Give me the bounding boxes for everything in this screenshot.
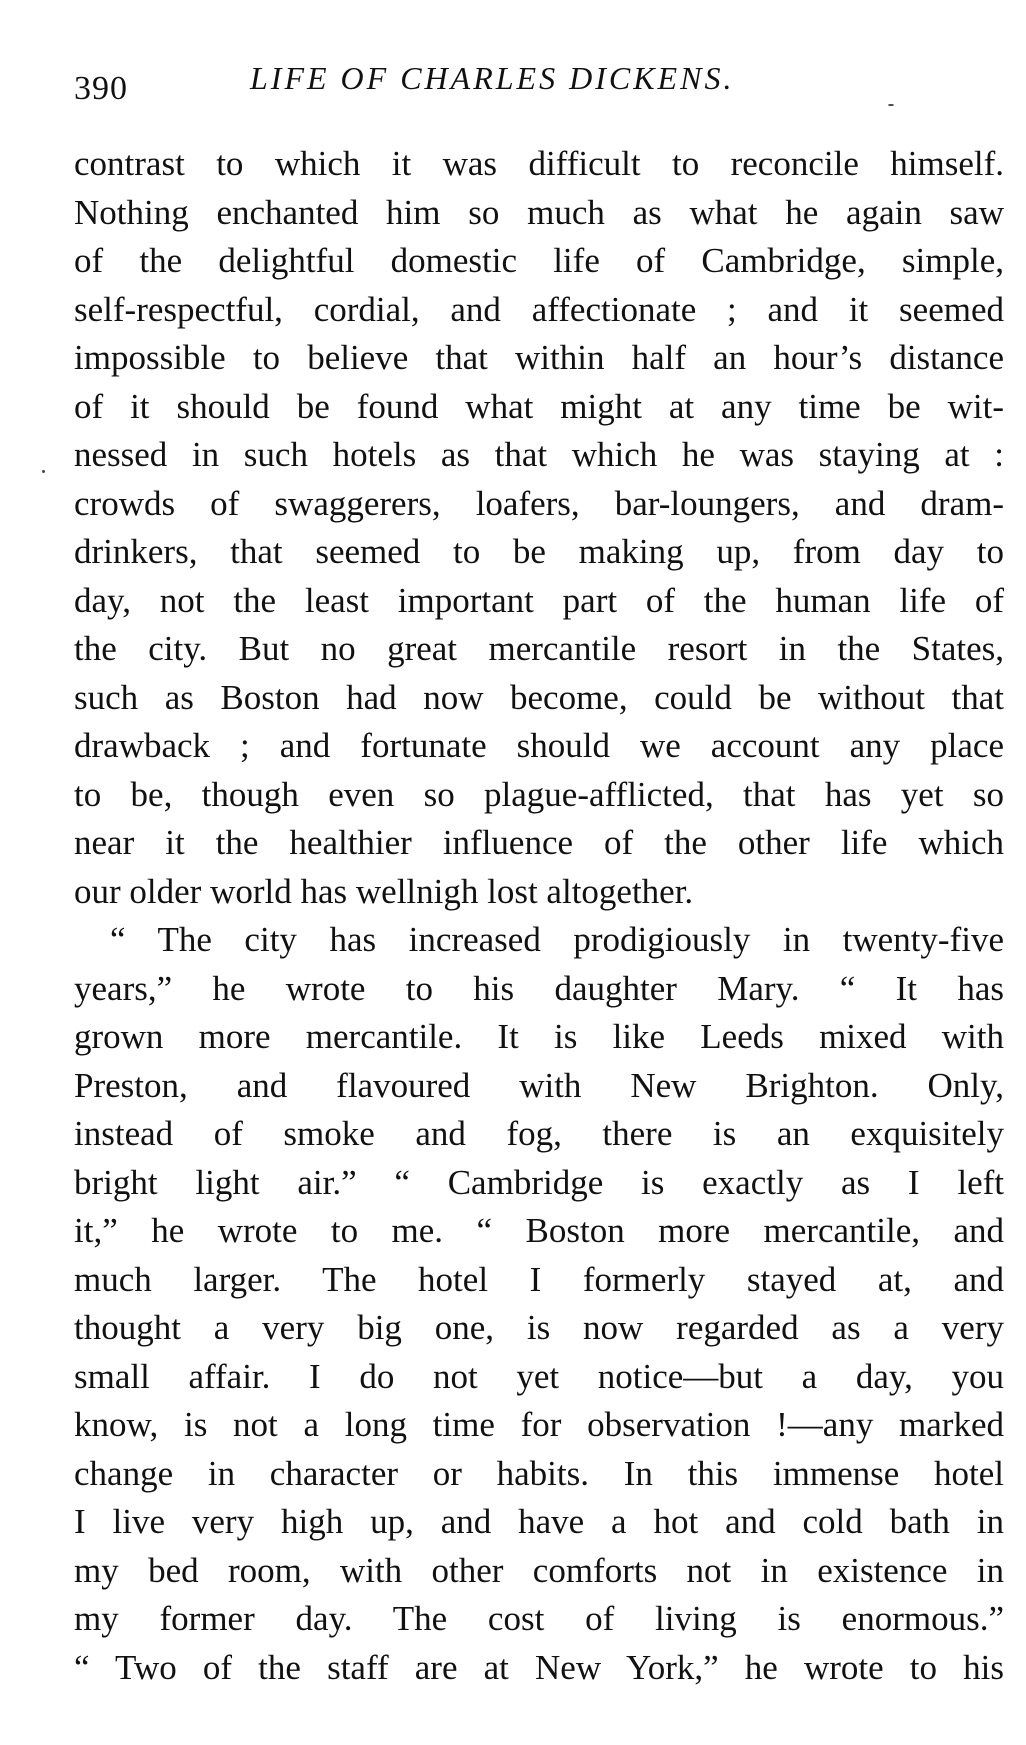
text-line: “ The city has increased prodigiously in twenty-five (110, 920, 1004, 959)
text-line: bright light air.” “ Cambridge is exactly as I left (74, 1162, 1004, 1202)
text-line: of the delightful domestic life of Cambridge, simple, (74, 241, 1004, 280)
text-line: I live very high up, and have a hot and cold bath in (74, 1502, 1004, 1541)
text-line: know, is not a long time for observation !—any marked (74, 1405, 1004, 1444)
text-line: day, not the least important part of the human life of (74, 580, 1004, 620)
text-line: our older world has wellnigh lost altogether. (74, 871, 694, 911)
text-line: “ Two of the staff are at New York,” he wrote to his (74, 1647, 1004, 1687)
running-head: LIFE OF CHARLES DICKENS. (250, 60, 735, 96)
body-text (74, 140, 1004, 1692)
print-speck (888, 104, 894, 106)
text-line: instead of smoke and fog, there is an exquisitely (74, 1114, 1004, 1153)
text-line: such as Boston had now become, could be without that (74, 677, 1004, 717)
text-line: near it the healthier influence of the other life which (74, 823, 1004, 862)
text-line: change in character or habits. In this immense hotel (74, 1453, 1004, 1493)
text-line: to be, though even so plague-afflicted, that has yet so (74, 774, 1004, 814)
text-line: it,” he wrote to me. “ Boston more mercantile, and (74, 1211, 1004, 1250)
page-number: 390 (74, 70, 128, 107)
text-line: my bed room, with other comforts not in existence in (74, 1550, 1004, 1590)
text-line: of it should be found what might at any time be wit- (74, 386, 1004, 426)
print-speck (42, 470, 45, 473)
text-line: years,” he wrote to his daughter Mary. “ It has (74, 968, 1004, 1008)
text-line: thought a very big one, is now regarded as a very (74, 1308, 1004, 1347)
text-line: impossible to believe that within half an hour’s distance (74, 338, 1004, 377)
text-line: nessed in such hotels as that which he was staying at : (74, 435, 1004, 474)
text-line: crowds of swaggerers, loafers, bar-loungers, and dram- (74, 483, 1004, 523)
text-line: self-respectful, cordial, and affectionate ; and it seemed (74, 289, 1004, 329)
text-line: Preston, and flavoured with New Brighton. Only, (74, 1065, 1004, 1105)
text-line: the city. But no great mercantile resort in the States, (74, 629, 1004, 668)
text-line: my former day. The cost of living is enormous.” (74, 1599, 1004, 1638)
text-line: much larger. The hotel I formerly stayed at, and (74, 1259, 1004, 1299)
text-line: contrast to which it was difficult to reconcile himself. (74, 144, 1004, 183)
page-header (74, 60, 1004, 120)
text-line: grown more mercantile. It is like Leeds mixed with (74, 1017, 1004, 1056)
text-line: small affair. I do not yet notice—but a day, you (74, 1356, 1004, 1396)
text-line: drinkers, that seemed to be making up, from day to (74, 532, 1004, 571)
text-line: Nothing enchanted him so much as what he again saw (74, 192, 1004, 232)
text-line: drawback ; and fortunate should we account any place (74, 726, 1004, 765)
